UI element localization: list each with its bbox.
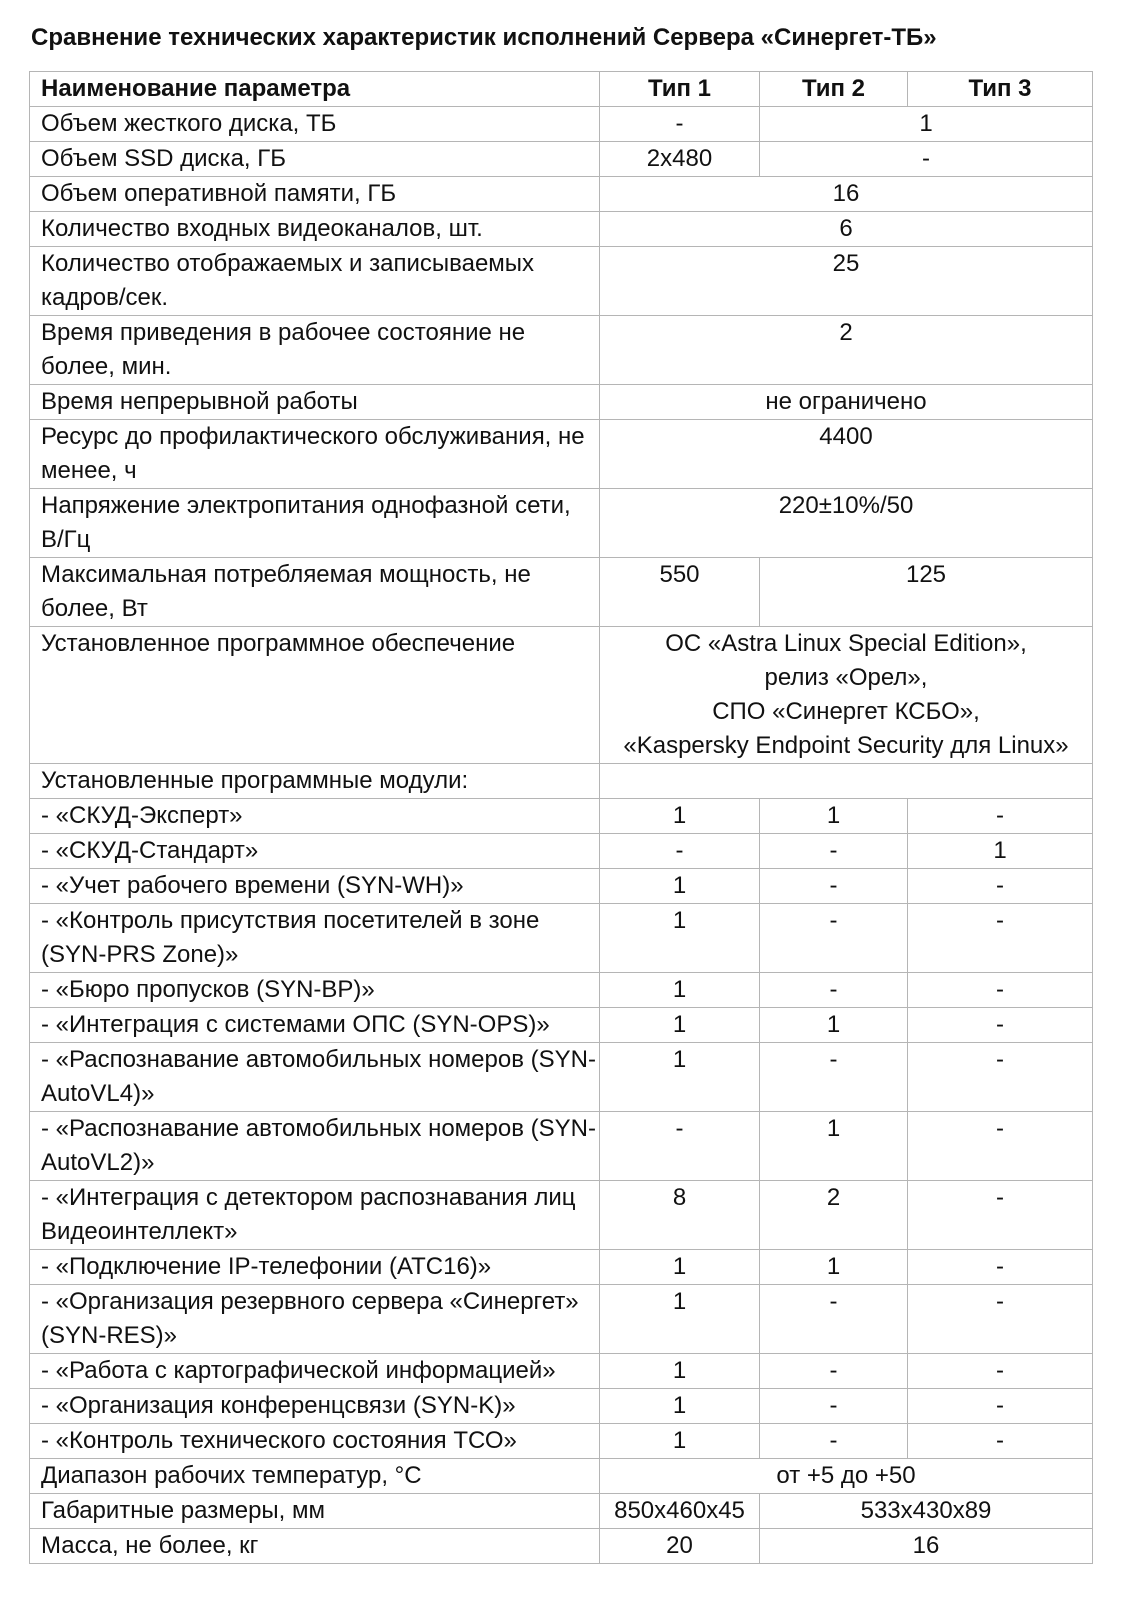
cell-type-1: 8 [600,1181,760,1250]
cell-type-2: - [760,904,908,973]
table-header-row [30,72,1093,107]
table-row [30,247,1093,316]
cell-type-2: 2 [760,1181,908,1250]
row-label: Объем жесткого диска, ТБ [30,107,600,142]
row-label: - «Контроль присутствия посетителей в зоне (SYN-PRS Zone)» [30,904,600,973]
cell-type-2-3: 16 [760,1529,1093,1564]
cell-type-1: 1 [600,1285,760,1354]
cell-type-1: 1 [600,1354,760,1389]
table-row [30,904,1093,973]
cell-type-3: 1 [908,834,1093,869]
row-label: Объем оперативной памяти, ГБ [30,177,600,212]
table-row [30,177,1093,212]
cell-type-2: 1 [760,1250,908,1285]
cell-type-1: 1 [600,799,760,834]
cell-type-3: - [908,1424,1093,1459]
cell-type-2: 1 [760,1112,908,1181]
row-label: Ресурс до профилактического обслуживания, не менее, ч [30,420,600,489]
header-type-2: Тип 2 [760,72,908,107]
cell-type-2: - [760,834,908,869]
cell-type-2: - [760,1285,908,1354]
row-label: - «Подключение IP-телефонии (АТС16)» [30,1250,600,1285]
cell-type-3: - [908,1043,1093,1112]
table-row [30,1424,1093,1459]
cell-type-2: - [760,869,908,904]
row-label: Габаритные размеры, мм [30,1494,600,1529]
row-label: Количество отображаемых и записываемых кадров/сек. [30,247,600,316]
table-row [30,558,1093,627]
row-label: Установленные программные модули: [30,764,600,799]
cell-type-2: - [760,1389,908,1424]
cell-type-1: 1 [600,1008,760,1043]
header-type-1: Тип 1 [600,72,760,107]
table-row [30,1459,1093,1494]
cell-type-3: - [908,1008,1093,1043]
cell-type-1: 1 [600,869,760,904]
cell-all-types: ОС «Astra Linux Special Edition», релиз «Орел», СПО «Синергет КСБО», «Kaspersky Endpoint Security для Linux» [600,627,1093,764]
table-row [30,420,1093,489]
cell-type-2: - [760,1424,908,1459]
row-label: - «Интеграция с системами ОПС (SYN-OPS)» [30,1008,600,1043]
cell-all-types: не ограничено [600,385,1093,420]
cell-all-types: 2 [600,316,1093,385]
table-row [30,212,1093,247]
row-label: - «Учет рабочего времени (SYN-WH)» [30,869,600,904]
row-label: - «Распознавание автомобильных номеров (SYN-AutoVL2)» [30,1112,600,1181]
cell-type-1: 1 [600,1389,760,1424]
table-row [30,834,1093,869]
row-label: Объем SSD диска, ГБ [30,142,600,177]
cell-type-1: - [600,1112,760,1181]
cell-type-2-3: - [760,142,1093,177]
table-row [30,1043,1093,1112]
cell-all-types: 4400 [600,420,1093,489]
table-row [30,799,1093,834]
cell-type-3: - [908,904,1093,973]
table-row [30,1112,1093,1181]
cell-type-3: - [908,1112,1093,1181]
table-row [30,107,1093,142]
cell-type-1: - [600,107,760,142]
cell-type-3: - [908,799,1093,834]
cell-type-2-3: 533x430x89 [760,1494,1093,1529]
cell-type-1: 550 [600,558,760,627]
cell-all-types: 220±10%/50 [600,489,1093,558]
table-row [30,316,1093,385]
cell-type-3: - [908,1285,1093,1354]
table-row [30,1354,1093,1389]
cell-all-types [600,764,1093,799]
page-title: Сравнение технических характеристик исполнений Сервера «Синергет-ТБ» [31,24,937,51]
table-row [30,973,1093,1008]
cell-type-3: - [908,1181,1093,1250]
row-label: - «СКУД-Эксперт» [30,799,600,834]
table-row [30,1250,1093,1285]
table-row [30,764,1093,799]
cell-type-2: 1 [760,1008,908,1043]
cell-type-1: 1 [600,1424,760,1459]
table-row [30,627,1093,764]
cell-type-3: - [908,1250,1093,1285]
cell-all-types: 16 [600,177,1093,212]
table-row [30,489,1093,558]
header-param: Наименование параметра [30,72,600,107]
cell-all-types: от +5 до +50 [600,1459,1093,1494]
row-label: Максимальная потребляемая мощность, не более, Вт [30,558,600,627]
cell-type-1: - [600,834,760,869]
cell-type-2-3: 1 [760,107,1093,142]
header-type-3: Тип 3 [908,72,1093,107]
cell-type-3: - [908,1354,1093,1389]
row-label: Время непрерывной работы [30,385,600,420]
cell-type-1: 1 [600,1250,760,1285]
row-label: - «Контроль технического состояния ТСО» [30,1424,600,1459]
specs-table [29,71,1093,1564]
row-label: Время приведения в рабочее состояние не более, мин. [30,316,600,385]
row-label: Масса, не более, кг [30,1529,600,1564]
table-row [30,142,1093,177]
row-label: - «Организация резервного сервера «Синергет» (SYN-RES)» [30,1285,600,1354]
cell-type-3: - [908,973,1093,1008]
row-label: - «Интеграция с детектором распознавания лиц Видеоинтеллект» [30,1181,600,1250]
table-row [30,869,1093,904]
cell-type-3: - [908,869,1093,904]
cell-type-1: 1 [600,1043,760,1112]
row-label: - «СКУД-Стандарт» [30,834,600,869]
row-label: Диапазон рабочих температур, °С [30,1459,600,1494]
cell-type-1: 2x480 [600,142,760,177]
cell-type-2: - [760,1354,908,1389]
cell-type-2: 1 [760,799,908,834]
cell-type-2: - [760,973,908,1008]
cell-type-1: 1 [600,973,760,1008]
row-label: Количество входных видеоканалов, шт. [30,212,600,247]
cell-all-types: 6 [600,212,1093,247]
table-row [30,1389,1093,1424]
cell-type-1: 20 [600,1529,760,1564]
cell-type-2: - [760,1043,908,1112]
table-row [30,1285,1093,1354]
row-label: - «Организация конференцсвязи (SYN-K)» [30,1389,600,1424]
row-label: - «Распознавание автомобильных номеров (SYN-AutoVL4)» [30,1043,600,1112]
cell-type-1: 850x460x45 [600,1494,760,1529]
row-label: - «Бюро пропусков (SYN-BP)» [30,973,600,1008]
cell-type-3: - [908,1389,1093,1424]
row-label: - «Работа с картографической информацией» [30,1354,600,1389]
table-row [30,1008,1093,1043]
row-label: Напряжение электропитания однофазной сети, В/Гц [30,489,600,558]
table-row [30,1494,1093,1529]
cell-all-types: 25 [600,247,1093,316]
table-row [30,385,1093,420]
cell-type-2-3: 125 [760,558,1093,627]
row-label: Установленное программное обеспечение [30,627,600,764]
table-row [30,1529,1093,1564]
cell-type-1: 1 [600,904,760,973]
table-row [30,1181,1093,1250]
